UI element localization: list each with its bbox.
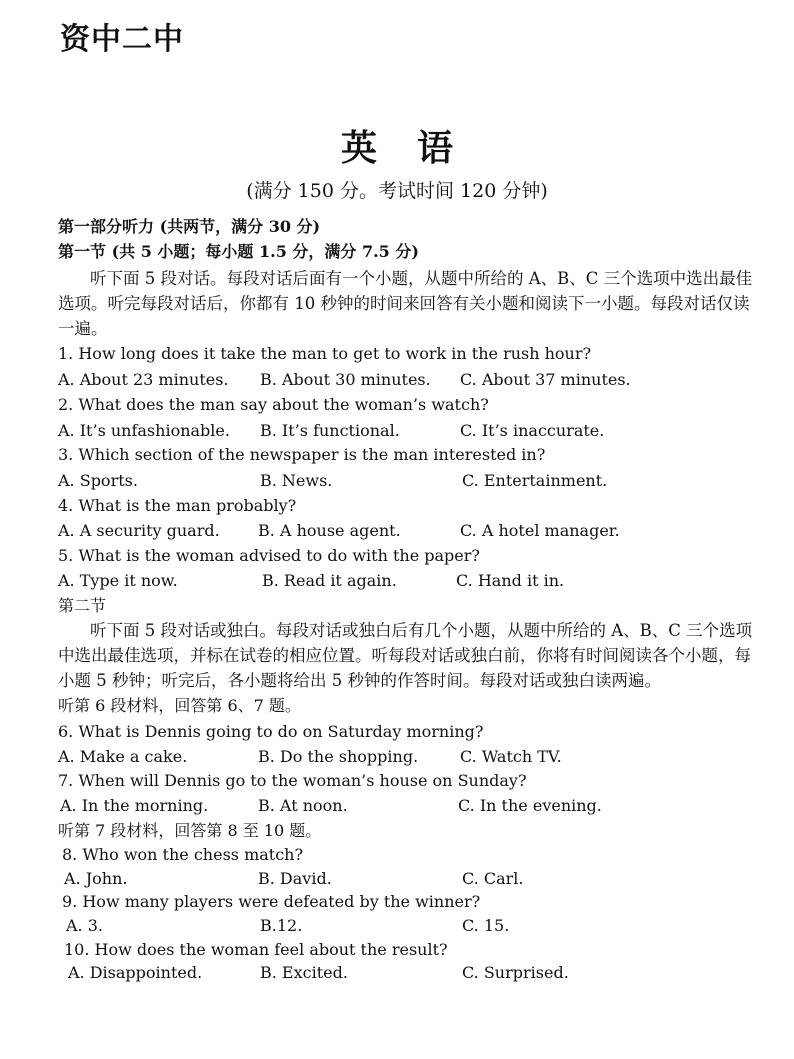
option-6a: A. Make a cake. <box>58 747 188 766</box>
option-4a: A. A security guard. <box>58 521 220 540</box>
option-7c: C. In the evening. <box>458 796 602 815</box>
material-6-note: 听第 6 段材料，回答第 6、7 题。 <box>58 696 301 715</box>
option-9a: A. 3. <box>66 916 103 935</box>
option-7b: B. At noon. <box>258 796 348 815</box>
section1-heading: 第一节 (共 5 小题；每小题 1.5 分，满分 7.5 分) <box>58 242 419 261</box>
question-4: 4. What is the man probably? <box>58 496 297 515</box>
question-6: 6. What is Dennis going to do on Saturday morning? <box>58 722 484 741</box>
material-7-note: 听第 7 段材料，回答第 8 至 10 题。 <box>58 821 322 840</box>
option-10a: A. Disappointed. <box>68 963 203 982</box>
option-9c: C. 15. <box>462 916 510 935</box>
section2-instructions: 听下面 5 段对话或独白。每段对话或独白后有几个小题，从题中所给的 A、B、C 三个选项中选出最佳选项，并标在试卷的相应位置。听每段对话或独白前，你将有时间阅读各个小题，每小题 5 秒钟；听完后，各小题将给出 5 秒钟的作答时间。每段对话或独白读两遍。 <box>58 621 753 690</box>
question-2: 2. What does the man say about the woman’s watch? <box>58 395 489 414</box>
option-10b: B. Excited. <box>260 963 348 982</box>
option-1a: A. About 23 minutes. <box>58 370 229 389</box>
option-5c: C. Hand it in. <box>456 571 565 590</box>
exam-title: 英语 <box>340 127 493 169</box>
question-5: 5. What is the woman advised to do with the paper? <box>58 546 480 565</box>
option-3c: C. Entertainment. <box>462 471 608 490</box>
question-8: 8. Who won the chess match? <box>62 845 304 864</box>
option-4c: C. A hotel manager. <box>460 521 620 540</box>
option-5b: B. Read it again. <box>262 571 397 590</box>
question-10: 10. How does the woman feel about the result? <box>64 940 448 959</box>
option-5a: A. Type it now. <box>58 571 178 590</box>
option-6c: C. Watch TV. <box>460 747 562 766</box>
option-4b: B. A house agent. <box>258 521 401 540</box>
option-2b: B. It’s functional. <box>260 421 400 440</box>
question-7: 7. When will Dennis go to the woman’s house on Sunday? <box>58 771 527 790</box>
option-8b: B. David. <box>258 869 332 888</box>
question-3: 3. Which section of the newspaper is the man interested in? <box>58 445 546 464</box>
option-2a: A. It’s unfashionable. <box>58 421 230 440</box>
option-1b: B. About 30 minutes. <box>260 370 431 389</box>
section1-instructions: 听下面 5 段对话。每段对话后面有一个小题，从题中所给的 A、B、C 三个选项中选出最佳选项。听完每段对话后，你都有 10 秒钟的时间来回答有关小题和阅读下一小题。每段对话仅读一遍。 <box>58 269 753 338</box>
option-2c: C. It’s inaccurate. <box>460 421 605 440</box>
option-8a: A. John. <box>64 869 128 888</box>
section2-heading: 第二节 <box>58 596 107 615</box>
question-1: 1. How long does it take the man to get to work in the rush hour? <box>58 344 592 363</box>
option-3a: A. Sports. <box>58 471 138 490</box>
exam-subtitle: (满分 150 分。考试时间 120 分钟) <box>246 180 548 202</box>
option-1c: C. About 37 minutes. <box>460 370 631 389</box>
option-9b: B.12. <box>260 916 303 935</box>
option-8c: C. Carl. <box>462 869 524 888</box>
school-name: 资中二中 <box>60 22 184 57</box>
option-7a: A. In the morning. <box>60 796 209 815</box>
option-6b: B. Do the shopping. <box>258 747 419 766</box>
question-9: 9. How many players were defeated by the winner? <box>62 892 481 911</box>
part1-heading: 第一部分听力 (共两节，满分 30 分) <box>58 217 321 236</box>
option-10c: C. Surprised. <box>462 963 569 982</box>
option-3b: B. News. <box>260 471 333 490</box>
